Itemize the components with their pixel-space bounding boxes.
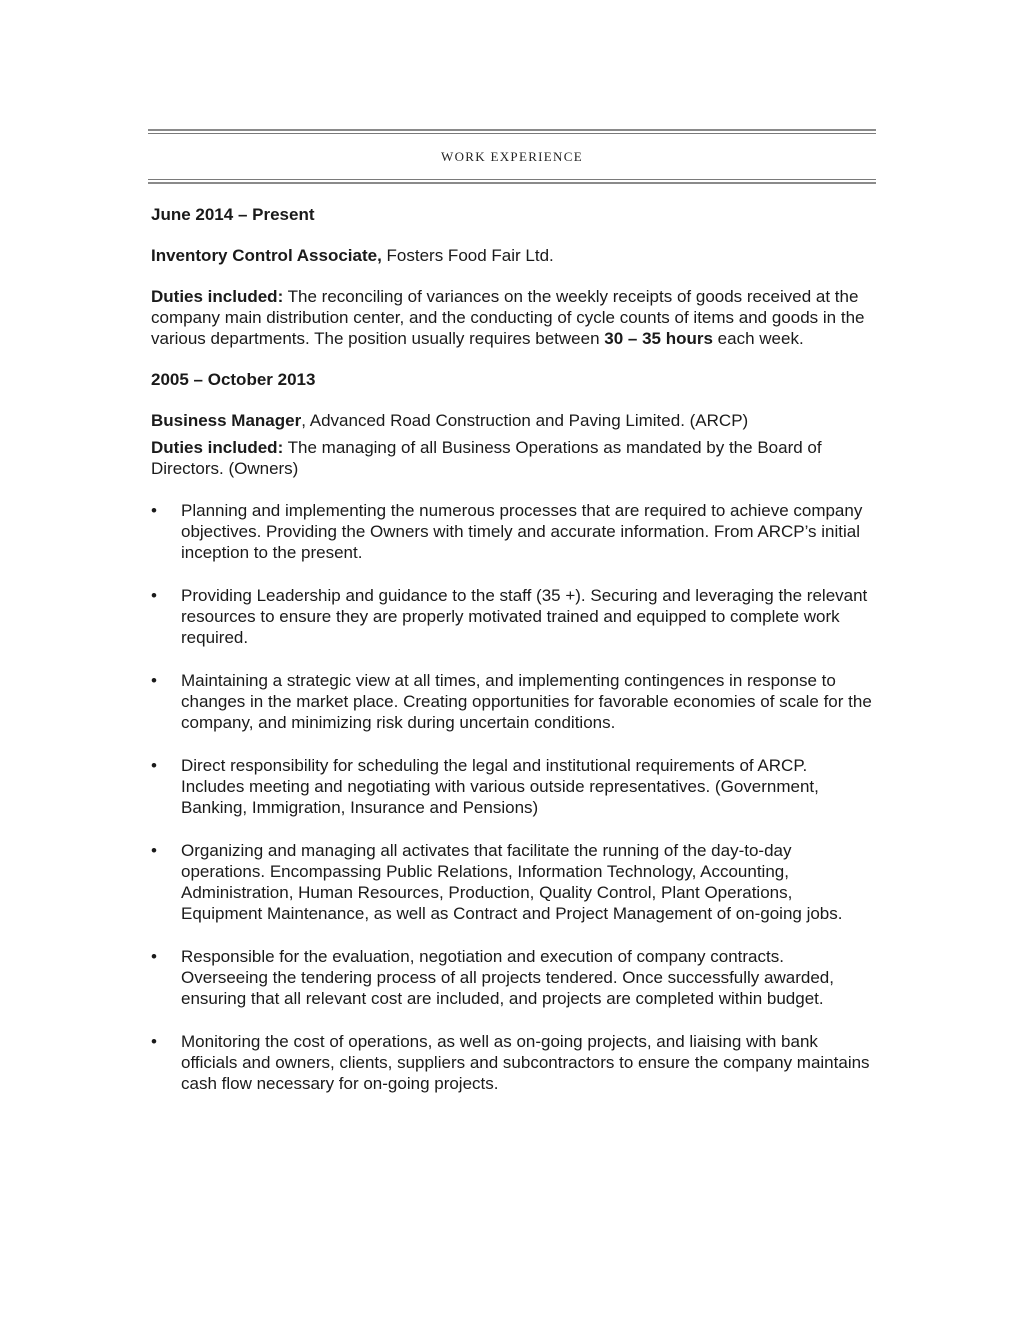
- list-item: [151, 946, 875, 1009]
- job1-company: Fosters Food Fair Ltd.: [381, 246, 554, 265]
- bullet-icon: •: [151, 501, 157, 520]
- job1-dates: June 2014 – Present: [151, 205, 315, 224]
- job1-hours: 30 – 35 hours: [604, 329, 713, 348]
- job1-duties-text: The reconciling of variances on the weekly receipts of goods received at the company main distribution center, and the conducting of cycle counts of items and goods in the various departments. The position usually requires between: [151, 287, 865, 348]
- list-item: [151, 670, 875, 733]
- list-item-text: Responsible for the evaluation, negotiation and execution of company contracts. Overseeing the tendering process of all projects tendered. Once successfully awarded, ensuring that all relevant cost are included, and projects are completed within budget.: [181, 947, 834, 1008]
- job1-duties: [151, 286, 875, 349]
- list-item: [151, 1031, 875, 1094]
- bottom-rule-thin: [148, 179, 876, 180]
- bullet-icon: •: [151, 1032, 157, 1051]
- bullet-icon: •: [151, 947, 157, 966]
- job2-dates: 2005 – October 2013: [151, 370, 316, 389]
- job1-position: [151, 245, 875, 266]
- job1-duties-label: Duties included:: [151, 287, 284, 306]
- job2-duties-label: Duties included:: [151, 438, 284, 457]
- list-item-text: Direct responsibility for scheduling the legal and institutional requirements of ARCP. Includes meeting and negotiating with various outside representatives. (Government, Banking, Immigration, Insurance and Pensions): [181, 756, 819, 817]
- list-item-text: Monitoring the cost of operations, as well as on-going projects, and liaising with bank officials and owners, clients, suppliers and subcontractors to ensure the company maintains cash flow necessary for on-going projects.: [181, 1032, 870, 1093]
- section-title: WORK EXPERIENCE: [441, 149, 583, 164]
- job2-duties-text: The managing of all Business Operations as mandated by the Board of Directors. (Owners): [151, 438, 822, 478]
- bullet-icon: •: [151, 841, 157, 860]
- job1-title: Inventory Control Associate,: [151, 246, 382, 265]
- work-experience-content: [151, 204, 875, 1116]
- job2-duties: [151, 437, 875, 479]
- job2-bullet-list: [151, 500, 875, 1094]
- list-item: [151, 585, 875, 648]
- top-rule: [148, 129, 876, 131]
- list-item: [151, 500, 875, 563]
- bullet-icon: •: [151, 586, 157, 605]
- list-item-text: Providing Leadership and guidance to the staff (35 +). Securing and leveraging the relevant resources to ensure they are properly motivated trained and equipped to complete work required.: [181, 586, 868, 647]
- top-rule-thin: [148, 133, 876, 134]
- job2-title: Business Manager: [151, 411, 302, 430]
- job2-position: [151, 410, 875, 431]
- list-item: [151, 755, 875, 818]
- list-item-text: Planning and implementing the numerous processes that are required to achieve company objectives. Providing the Owners with timely and accurate information. From ARCP’s initial inception to the present.: [181, 501, 863, 562]
- bullet-icon: •: [151, 671, 157, 690]
- list-item: [151, 840, 875, 924]
- list-item-text: Organizing and managing all activates that facilitate the running of the day-to-day operations. Encompassing Public Relations, Information Technology, Accounting, Administration, Human Resources, Production, Quality Control, Plant Operations, Equipment Maintenance, as well as Contract and Project Management of on-going jobs.: [181, 841, 843, 923]
- list-item-text: Maintaining a strategic view at all times, and implementing contingences in response to changes in the market place. Creating opportunities for favorable economies of scale for the company, and minimizing risk during uncertain conditions.: [181, 671, 872, 732]
- bullet-icon: •: [151, 756, 157, 775]
- bottom-rule: [148, 182, 876, 184]
- job1-duties-tail: each week.: [712, 329, 804, 348]
- job2-company: , Advanced Road Construction and Paving Limited. (ARCP): [301, 411, 749, 430]
